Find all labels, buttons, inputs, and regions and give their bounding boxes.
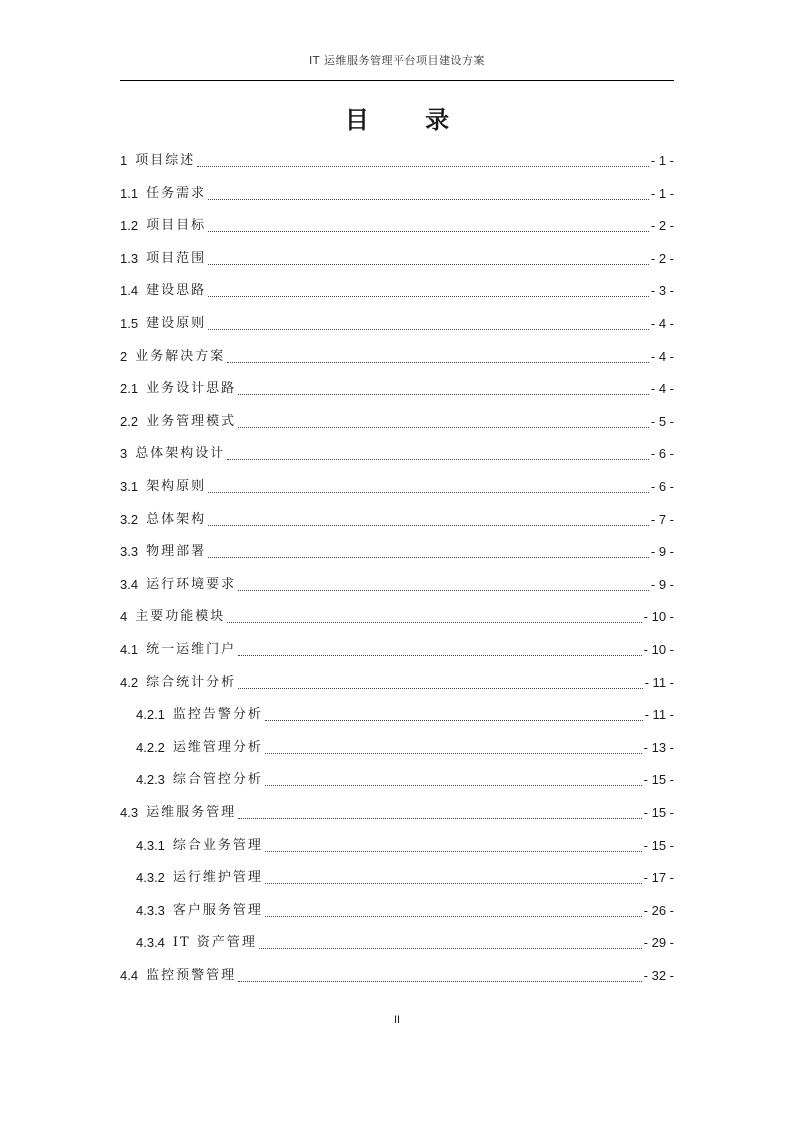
toc-entry[interactable] bbox=[120, 433, 674, 463]
toc-entry-number: 4.2 bbox=[120, 674, 139, 690]
toc-entry-label: 统一运维门户 bbox=[146, 642, 237, 657]
toc-entry-page: - 2 - bbox=[650, 218, 674, 234]
toc-entry-label: 任务需求 bbox=[146, 185, 207, 201]
toc-leader-dots bbox=[208, 491, 649, 493]
toc-entry-label: 项目范围 bbox=[146, 250, 207, 266]
toc-entry-page: - 17 - bbox=[643, 870, 674, 886]
toc-entry[interactable] bbox=[120, 140, 674, 170]
toc-leader-dots bbox=[208, 328, 649, 330]
toc-entry-number: 2 bbox=[120, 348, 128, 364]
toc-entry[interactable] bbox=[120, 401, 674, 431]
toc-entry-label: 架构原则 bbox=[146, 479, 207, 494]
toc-leader-dots bbox=[238, 426, 649, 428]
toc-entry-label: 运行维护管理 bbox=[172, 870, 263, 886]
toc-entry-label: 监控预警管理 bbox=[146, 968, 237, 983]
toc-entry-page: - 26 - bbox=[643, 902, 674, 918]
toc-entry-number: 3 bbox=[120, 446, 128, 462]
toc-entry-label: 综合业务管理 bbox=[172, 837, 263, 853]
toc-leader-dots bbox=[238, 687, 643, 689]
toc-entry-number: 1.3 bbox=[120, 250, 139, 266]
toc-entry-page: - 32 - bbox=[643, 968, 674, 983]
toc-entry-number: 4.4 bbox=[120, 968, 139, 983]
toc-entry-number: 4.3 bbox=[120, 805, 139, 820]
page-header: IT 运维服务管理平台项目建设方案 bbox=[309, 54, 485, 67]
toc-entry-number: 1.5 bbox=[120, 316, 139, 331]
toc-entry-number: 1 bbox=[120, 153, 128, 168]
toc-leader-dots bbox=[259, 947, 642, 949]
toc-entry-number: 4.3.1 bbox=[136, 837, 165, 853]
toc-entry[interactable] bbox=[120, 531, 674, 561]
toc-leader-dots bbox=[208, 263, 649, 265]
toc-entry-label: 总体架构设计 bbox=[135, 446, 226, 462]
toc-entry-page: - 4 - bbox=[650, 381, 674, 397]
toc-entry-page: - 7 - bbox=[650, 511, 674, 527]
toc-entry-page: - 11 - bbox=[644, 707, 674, 723]
toc-entry-page: - 1 - bbox=[650, 185, 674, 201]
toc-entry[interactable] bbox=[120, 564, 674, 594]
toc-leader-dots bbox=[227, 621, 641, 623]
toc-entry-label: 客户服务管理 bbox=[172, 902, 263, 918]
toc-entry[interactable] bbox=[136, 857, 674, 887]
toc-entry-label: 业务解决方案 bbox=[135, 348, 226, 364]
toc-entry[interactable] bbox=[120, 173, 674, 203]
toc-entry-page: - 2 - bbox=[650, 250, 674, 266]
toc-entry-page: - 29 - bbox=[643, 935, 674, 951]
toc-leader-dots bbox=[238, 980, 642, 982]
toc-leader-dots bbox=[238, 393, 649, 395]
toc-leader-dots bbox=[197, 165, 649, 167]
toc-entry[interactable] bbox=[120, 238, 674, 268]
toc-leader-dots bbox=[265, 850, 642, 852]
toc-leader-dots bbox=[265, 915, 642, 917]
toc-entry-page: - 5 - bbox=[650, 413, 674, 429]
toc-leader-dots bbox=[238, 654, 642, 656]
toc-entry-label: 监控告警分析 bbox=[172, 707, 263, 723]
toc-entry-label: 项目综述 bbox=[135, 153, 196, 168]
toc-entry-page: - 4 - bbox=[650, 348, 674, 364]
toc-entry-page: - 11 - bbox=[644, 674, 674, 690]
header-rule bbox=[120, 80, 674, 81]
toc-entry-page: - 3 - bbox=[650, 283, 674, 299]
toc-entry[interactable] bbox=[120, 955, 674, 985]
toc-entry-page: - 1 - bbox=[650, 153, 674, 168]
toc-leader-dots bbox=[265, 752, 642, 754]
toc-entry-page: - 6 - bbox=[650, 446, 674, 462]
toc-entry-number: 4.1 bbox=[120, 642, 139, 657]
toc-leader-dots bbox=[238, 817, 642, 819]
toc-entry[interactable] bbox=[136, 694, 674, 724]
toc-entry-page: - 9 - bbox=[650, 576, 674, 592]
toc-entry-number: 3.2 bbox=[120, 511, 139, 527]
toc-leader-dots bbox=[265, 719, 643, 721]
toc-entry-label: 主要功能模块 bbox=[135, 609, 226, 625]
toc-entry-label: 业务设计思路 bbox=[146, 381, 237, 397]
toc-entry-label: 业务管理模式 bbox=[146, 413, 237, 429]
toc-entry-number: 4.3.4 bbox=[136, 935, 165, 951]
toc-entry-number: 4.2.2 bbox=[136, 739, 165, 755]
toc-entry[interactable] bbox=[120, 596, 674, 626]
toc-entry[interactable] bbox=[136, 825, 674, 855]
toc-entry[interactable] bbox=[136, 727, 674, 757]
toc-entry-label: IT 资产管理 bbox=[172, 935, 257, 951]
toc-entry-page: - 4 - bbox=[650, 316, 674, 331]
toc-leader-dots bbox=[227, 361, 649, 363]
toc-entry-page: - 15 - bbox=[643, 772, 674, 788]
toc-entry-label: 运行环境要求 bbox=[146, 576, 237, 592]
toc-entry-number: 1.2 bbox=[120, 218, 139, 234]
toc-leader-dots bbox=[238, 589, 649, 591]
toc-entry-page: - 10 - bbox=[643, 609, 674, 625]
toc-entry[interactable] bbox=[120, 303, 674, 333]
toc-entry[interactable] bbox=[120, 662, 674, 692]
toc-entry-label: 运维服务管理 bbox=[146, 805, 237, 820]
toc-entry-page: - 6 - bbox=[650, 479, 674, 494]
page-number: II bbox=[393, 1014, 401, 1026]
toc-entry-number: 4.3.3 bbox=[136, 902, 165, 918]
toc-entry-label: 综合统计分析 bbox=[146, 674, 237, 690]
toc-entry-page: - 15 - bbox=[643, 805, 674, 820]
toc-entry[interactable] bbox=[120, 368, 674, 398]
toc-entry-number: 2.2 bbox=[120, 413, 139, 429]
toc-entry[interactable] bbox=[120, 499, 674, 529]
toc-entry[interactable] bbox=[136, 890, 674, 920]
toc-title: 目 录 bbox=[344, 106, 474, 134]
toc-leader-dots bbox=[265, 784, 642, 786]
toc-entry-number: 3.3 bbox=[120, 544, 139, 560]
toc-entry-number: 3.1 bbox=[120, 479, 139, 494]
toc-entry-page: - 10 - bbox=[643, 642, 674, 657]
toc-entry-label: 总体架构 bbox=[146, 511, 207, 527]
toc-entry-label: 建设原则 bbox=[146, 316, 207, 331]
toc-entry-number: 4.2.3 bbox=[136, 772, 165, 788]
toc-entry[interactable] bbox=[120, 629, 674, 659]
toc-entry-label: 建设思路 bbox=[146, 283, 207, 299]
toc-entry-number: 1.4 bbox=[120, 283, 139, 299]
toc-entry-label: 物理部署 bbox=[146, 544, 207, 560]
toc-entry[interactable] bbox=[120, 270, 674, 300]
toc-entry[interactable] bbox=[136, 759, 674, 789]
toc-entry-page: - 15 - bbox=[643, 837, 674, 853]
toc-leader-dots bbox=[208, 556, 649, 558]
toc-entry-label: 运维管理分析 bbox=[172, 739, 263, 755]
toc-leader-dots bbox=[208, 230, 649, 232]
toc-leader-dots bbox=[208, 295, 649, 297]
toc-entry-number: 3.4 bbox=[120, 576, 139, 592]
toc-entry[interactable] bbox=[120, 205, 674, 235]
toc-entry-page: - 13 - bbox=[643, 739, 674, 755]
toc-leader-dots bbox=[265, 882, 642, 884]
toc-entry-number: 2.1 bbox=[120, 381, 139, 397]
toc-leader-dots bbox=[208, 198, 649, 200]
toc-entry-number: 4.2.1 bbox=[136, 707, 165, 723]
toc-entry[interactable] bbox=[136, 922, 674, 952]
toc-entry[interactable] bbox=[120, 792, 674, 822]
toc-entry-page: - 9 - bbox=[650, 544, 674, 560]
toc-entry-number: 1.1 bbox=[120, 185, 139, 201]
toc-entry-number: 4.3.2 bbox=[136, 870, 165, 886]
toc-entry-label: 综合管控分析 bbox=[172, 772, 263, 788]
toc-entry-number: 4 bbox=[120, 609, 128, 625]
toc-entry-label: 项目目标 bbox=[146, 218, 207, 234]
toc-leader-dots bbox=[227, 458, 649, 460]
toc-entry[interactable] bbox=[120, 466, 674, 496]
toc-entry[interactable] bbox=[120, 336, 674, 366]
toc-leader-dots bbox=[208, 524, 649, 526]
